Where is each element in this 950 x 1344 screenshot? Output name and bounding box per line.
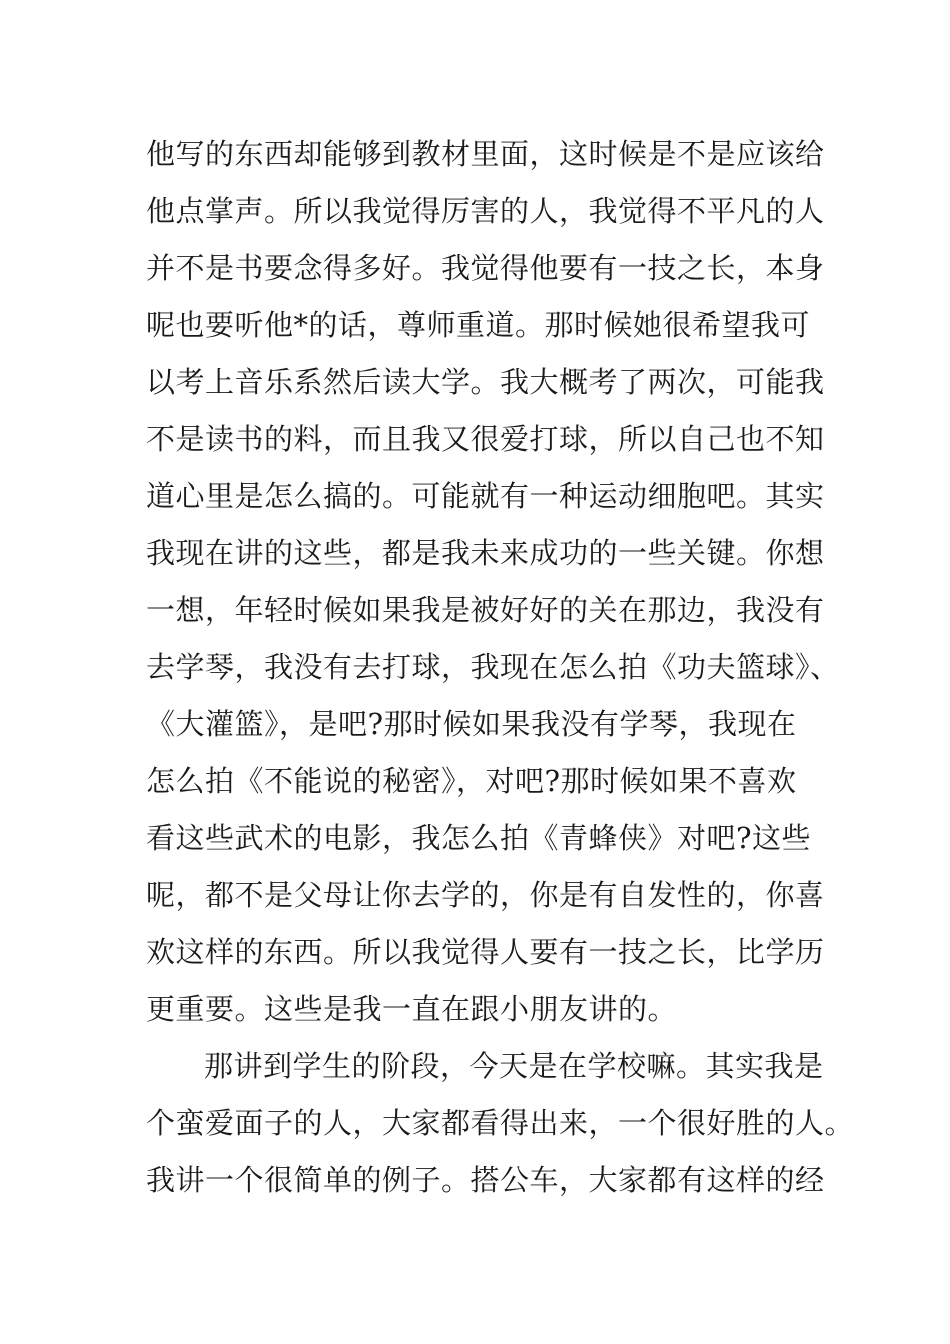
text-line: 我讲一个很简单的例子。搭公车，大家都有这样的经 [146, 1163, 825, 1197]
text-line: 一想，年轻时候如果我是被好好的关在那边，我没有 [146, 593, 825, 627]
text-line: 我现在讲的这些，都是我未来成功的一些关键。你想 [146, 536, 825, 570]
text-line: 怎么拍《不能说的秘密》，对吧?那时候如果不喜欢 [146, 764, 797, 798]
text-line: 那讲到学生的阶段，今天是在学校嘛。其实我是 [204, 1049, 824, 1083]
body-text [146, 126, 855, 1209]
text-line: 欢这样的东西。所以我觉得人要有一技之长，比学历 [146, 935, 825, 969]
text-line: 不是读书的料，而且我又很爱打球，所以自己也不知 [146, 422, 825, 456]
text-line: 看这些武术的电影，我怎么拍《青蜂侠》对吧?这些 [146, 821, 812, 855]
text-line: 并不是书要念得多好。我觉得他要有一技之长，本身 [146, 251, 825, 285]
text-line: 他点掌声。所以我觉得厉害的人，我觉得不平凡的人 [146, 194, 825, 228]
paragraph-1 [146, 126, 840, 1038]
text-line: 个蛮爱面子的人，大家都看得出来，一个很好胜的人。 [146, 1106, 855, 1140]
text-line: 他写的东西却能够到教材里面，这时候是不是应该给 [146, 137, 825, 171]
text-line: 道心里是怎么搞的。可能就有一种运动细胞吧。其实 [146, 479, 825, 513]
text-line: 以考上音乐系然后读大学。我大概考了两次，可能我 [146, 365, 825, 399]
text-line: 《大灌篮》，是吧?那时候如果我没有学琴，我现在 [146, 707, 797, 741]
text-line: 呢，都不是父母让你去学的，你是有自发性的，你喜 [146, 878, 825, 912]
paragraph-2 [146, 1038, 855, 1209]
text-line: 去学琴，我没有去打球，我现在怎么拍《功夫篮球》、 [146, 650, 840, 684]
text-line: 更重要。这些是我一直在跟小朋友讲的。 [146, 992, 678, 1026]
text-line: 呢也要听他*的话，尊师重道。那时候她很希望我可 [146, 308, 811, 342]
